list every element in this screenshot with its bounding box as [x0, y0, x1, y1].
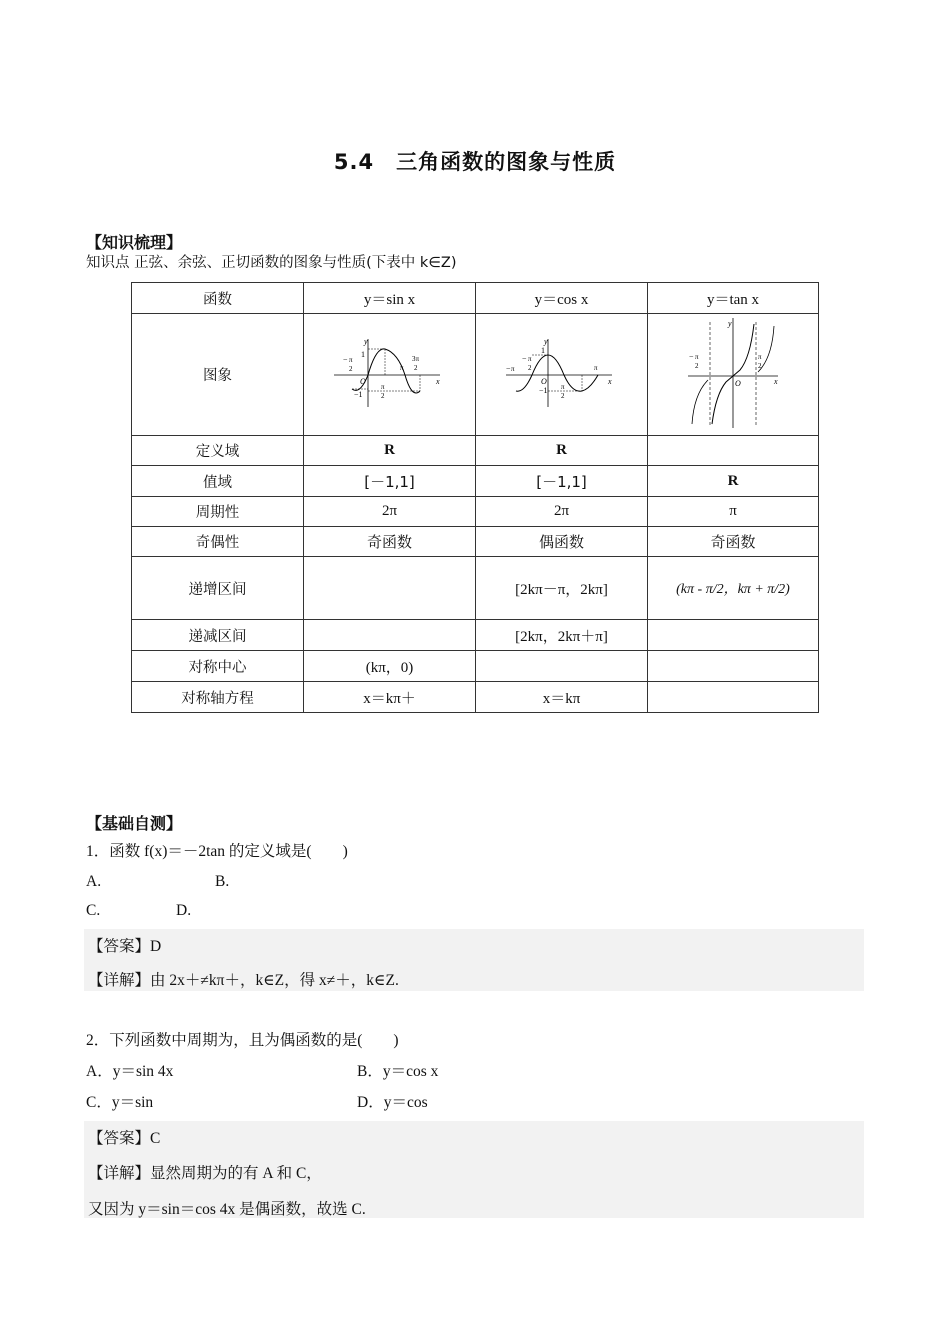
knowledge-point: 知识点 正弦、余弦、正切函数的图象与性质(下表中 k∈Z)	[86, 255, 457, 271]
table-row: 递增区间 [2kπ－π，2kπ] (kπ - π/2，kπ + π/2)	[132, 557, 819, 620]
q1-stem: 1．函数 f(x)＝－2tan 的定义域是( )	[86, 843, 348, 860]
svg-text:π: π	[758, 353, 762, 361]
q2-detail-2: 又因为 y＝sin＝cos 4x 是偶函数，故选 C.	[88, 1201, 366, 1218]
table-row: 值域 [－1,1] [－1,1] R	[132, 466, 819, 497]
graph-label: 图象	[132, 314, 304, 436]
q2-option-d: D．y＝cos	[357, 1094, 428, 1111]
svg-text:π: π	[527, 354, 532, 363]
q2-detail-1: 【详解】显然周期为的有 A 和 C，	[88, 1165, 322, 1182]
q1-detail: 【详解】由 2x＋≠kπ＋，k∈Z，得 x≠＋，k∈Z.	[88, 972, 399, 989]
q1-option-a: A.	[86, 873, 102, 890]
table-header-row	[132, 283, 819, 314]
svg-text:−: −	[689, 352, 694, 361]
page-title: 5.4 三角函数的图象与性质	[333, 150, 617, 174]
table-row: 奇偶性 奇函数 偶函数 奇函数	[132, 527, 819, 557]
q1-answer-box	[84, 929, 864, 991]
svg-text:2: 2	[380, 391, 384, 400]
q2-answer: 【答案】C	[88, 1130, 161, 1147]
q1-option-c: C.	[86, 902, 101, 919]
svg-text:−: −	[505, 363, 511, 373]
sin-graph	[330, 335, 450, 410]
svg-text:π: π	[348, 355, 353, 364]
sin-neg-one: −1	[353, 389, 363, 399]
knowledge-heading: 【知识梳理】	[86, 233, 183, 252]
self-test-heading: 【基础自测】	[86, 814, 183, 833]
q2-answer-box	[84, 1121, 864, 1218]
tan-origin: O	[735, 379, 741, 388]
sin-one: 1	[360, 349, 365, 359]
sin-graph-cell	[304, 314, 476, 436]
svg-text:−: −	[521, 353, 527, 363]
cos-x-label: x	[607, 376, 612, 386]
header-function: 函数	[132, 283, 304, 314]
svg-text:−: −	[342, 354, 348, 364]
q2-option-c: C．y＝sin	[86, 1094, 154, 1111]
svg-text:π: π	[593, 363, 598, 372]
svg-text:π: π	[510, 364, 515, 373]
header-sin: y＝sin x	[304, 283, 476, 314]
svg-text:3π: 3π	[411, 354, 419, 363]
sin-origin: O	[359, 376, 366, 386]
svg-text:π: π	[399, 363, 404, 372]
table-row: 递减区间 [2kπ，2kπ＋π]	[132, 620, 819, 651]
svg-text:2: 2	[758, 362, 762, 370]
header-tan: y＝tan x	[648, 283, 819, 314]
svg-text:2: 2	[527, 363, 531, 372]
properties-table	[131, 282, 819, 713]
svg-text:2: 2	[413, 363, 417, 372]
q2-option-b: B．y＝cos x	[357, 1063, 439, 1080]
sin-x-label: x	[435, 376, 440, 386]
table-row: 对称轴方程 x＝kπ＋ x＝kπ	[132, 682, 819, 713]
graph-row	[132, 314, 819, 436]
q2-stem: 2．下列函数中周期为，且为偶函数的是( )	[86, 1032, 399, 1049]
table-row: 对称中心 (kπ，0)	[132, 651, 819, 682]
svg-text:π: π	[380, 382, 385, 391]
table-row: 定义域 R R	[132, 436, 819, 466]
header-cos: y＝cos x	[476, 283, 648, 314]
cos-origin: O	[540, 376, 547, 386]
cos-y-label: y	[543, 336, 548, 346]
tan-graph-cell	[648, 314, 819, 436]
tan-graph	[678, 314, 788, 430]
svg-text:2: 2	[348, 364, 352, 373]
svg-text:2: 2	[560, 391, 564, 400]
svg-text:π: π	[560, 382, 565, 391]
cos-graph-cell	[476, 314, 648, 436]
cos-one: 1	[540, 345, 545, 355]
q1-answer: 【答案】D	[88, 938, 162, 955]
q1-option-d: D.	[176, 902, 192, 919]
tan-y-label: y	[728, 319, 732, 328]
table-row: 周期性 2π 2π π	[132, 497, 819, 527]
svg-text:2: 2	[695, 362, 699, 370]
tan-x-label: x	[774, 377, 778, 386]
cos-graph	[502, 335, 622, 410]
svg-text:π: π	[695, 353, 699, 361]
cos-neg-one: −1	[538, 385, 548, 395]
q1-option-b: B.	[215, 873, 230, 890]
q2-option-a: A．y＝sin 4x	[86, 1063, 174, 1080]
sin-y-label: y	[363, 336, 368, 346]
